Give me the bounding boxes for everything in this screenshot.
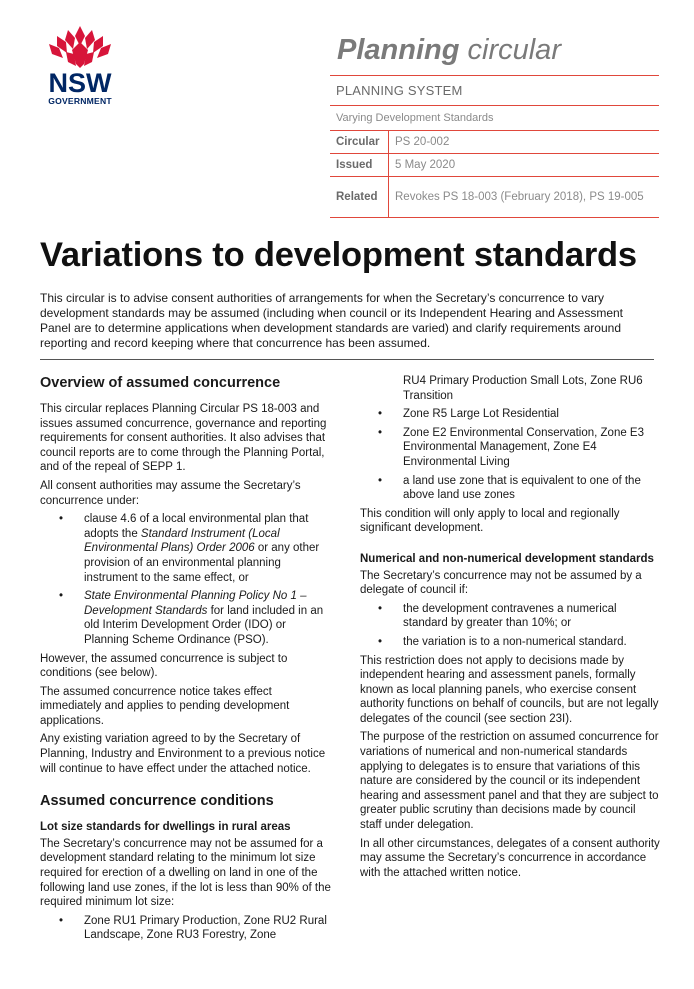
- list-item-text: clause 4.6 of a local environmental plan that adopts the: [84, 513, 309, 540]
- list-item-text: for land included in an old Interim Development Order (IDO) or Planning Scheme Ordinance (PSO).: [84, 604, 324, 646]
- planning-system-row: [330, 76, 659, 106]
- circular-value: PS 20-002: [395, 136, 450, 148]
- overview-paragraph-1: This circular replaces Planning Circular PS 18-003 and issues assumed concurrence, governance and reporting requirements for consent authorities. It also advises that council reports are to come through the Planning Portal, and of the repeal of SEPP 1.: [40, 403, 327, 474]
- issued-value: 5 May 2020: [395, 159, 456, 171]
- list-item: • the development contravenes a numerical standard by greater than 10%; or: [403, 602, 660, 631]
- list-item: • a land use zone that is equivalent to one of the above land use zones: [403, 474, 660, 503]
- overview-paragraph-2: All consent authorities may assume the Secretary’s concurrence under:: [40, 479, 301, 507]
- overview-paragraph-5: Any existing variation agreed to by the Secretary of Planning, Industry and Environment to a previous notice will continue to have effect under the attached notice.: [40, 733, 326, 775]
- waratah-icon: [44, 24, 116, 70]
- related-key: Related: [330, 177, 389, 217]
- list-item-emphasis: Standard Instrument (Local Environmental Plans) Order 2006: [84, 527, 280, 555]
- planning-circular-title-rest: circular: [467, 34, 561, 66]
- circular-key: Circular: [330, 131, 389, 153]
- logo-government-text: GOVERNMENT: [48, 96, 112, 106]
- left-column: [40, 374, 332, 947]
- condition-scope-paragraph: This condition will only apply to local and regionally significant development.: [360, 507, 620, 535]
- list-item: • Zone R5 Large Lot Residential: [403, 407, 660, 422]
- overview-paragraph-4: The assumed concurrence notice takes effect immediately and applies to pending development applications.: [40, 685, 290, 727]
- planning-circular-title: [337, 34, 561, 67]
- overview-paragraph-3: However, the assumed concurrence is subject to conditions (see below).: [40, 652, 288, 680]
- delegate-conditions-list: [360, 602, 660, 650]
- topic-row: [330, 106, 659, 131]
- list-item: • Zone E2 Environmental Conservation, Zone E3 Environmental Management, Zone E4 Environmental Living: [403, 426, 660, 470]
- numerical-paragraph-4: In all other circumstances, delegates of a consent authority may assume the Secretary’s concurrence in accordance with the attached written notice.: [360, 837, 660, 879]
- numerical-paragraph-3: The purpose of the restriction on assumed concurrence for variations of numerical and non-numerical standards applying to delegates is to ensure that variations of this nature are considered by the council or its independent hearing and assessment panel and that they are subject to greater public scrutiny than decisions made by council staff under delegation.: [360, 731, 659, 832]
- right-column: [360, 374, 660, 884]
- numerical-paragraph-2: This restriction does not apply to decisions made by independent hearing and assessment panels, formally known as local planning panels, who exercise consent authority functions on behalf of councils, but are not legally delegates of the council (see section 23I).: [360, 654, 659, 725]
- planning-circular-title-bold: Planning: [337, 34, 460, 66]
- numerical-standards-heading: Numerical and non-numerical development standards: [360, 552, 654, 565]
- list-item-text: or any other provision of an environmental planning instrument to the same effect, or: [84, 542, 320, 584]
- related-value: Revokes PS 18-003 (February 2018), PS 19-005: [395, 191, 644, 203]
- nsw-government-logo: [40, 24, 120, 106]
- document-title: Variations to development standards: [40, 236, 637, 274]
- planning-system-label: PLANNING SYSTEM: [336, 83, 463, 98]
- circular-metadata-table: [330, 75, 659, 218]
- topic-label: Varying Development Standards: [336, 112, 494, 124]
- list-item-emphasis: State Environmental Planning Policy No 1 – Development Standards: [84, 590, 307, 617]
- lot-size-heading: Lot size standards for dwellings in rural areas: [40, 821, 291, 834]
- concurrence-instruments-list: [40, 512, 332, 647]
- intro-paragraph: This circular is to advise consent authorities of arrangements for when the Secretary’s concurrence to vary development standards may be assumed (including when council or its Independent Hearing and Assessment Panel are to determine applications when development standards are varied) and clarify requirements around reporting and record keeping where that concurrence has been assumed.: [40, 291, 624, 350]
- issued-key: Issued: [330, 154, 389, 176]
- logo-nsw-text: NSW: [48, 68, 112, 98]
- numerical-paragraph-1: The Secretary’s concurrence may not be assumed by a delegate of council if:: [360, 569, 642, 597]
- rural-zones-list-continued: [360, 374, 660, 503]
- rural-zones-list: [40, 914, 332, 943]
- lot-size-paragraph: The Secretary’s concurrence may not be assumed for a development standard relating to the minimum lot size required for erection of a dwelling on land in one of the following land use zones, if the lot is less than 90% of the required minimum lot size:: [40, 837, 331, 909]
- conditions-heading: Assumed concurrence conditions: [40, 793, 274, 810]
- list-item: • the variation is to a non-numerical standard.: [403, 635, 660, 650]
- related-row: [330, 177, 659, 218]
- list-item: [84, 512, 332, 585]
- issued-row: [330, 154, 659, 177]
- list-item: [84, 589, 332, 647]
- overview-heading: Overview of assumed concurrence: [40, 375, 281, 391]
- list-item: • Zone RU1 Primary Production, Zone RU2 Rural Landscape, Zone RU3 Forestry, Zone: [84, 914, 332, 943]
- list-item: RU4 Primary Production Small Lots, Zone RU6 Transition: [403, 375, 643, 402]
- section-divider: [40, 359, 654, 360]
- circular-row: [330, 131, 659, 154]
